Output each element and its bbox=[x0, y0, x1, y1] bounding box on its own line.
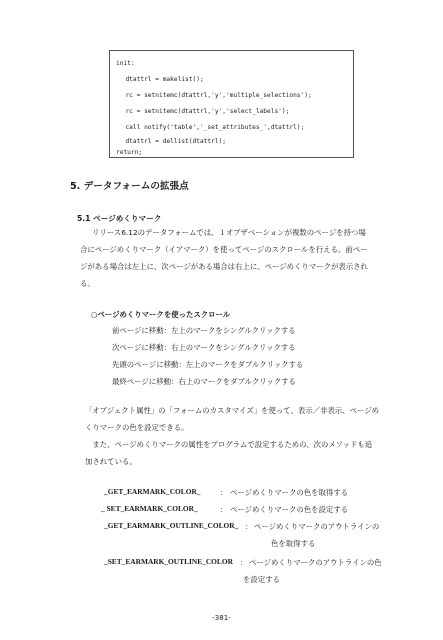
method-desc: ページめくりマークのアウトラインの色 bbox=[249, 558, 382, 567]
code-line: call notify('table','_set_attributes_',dtattrl); bbox=[118, 124, 305, 131]
intro-line: 合にページめくりマーク（イアマーク）を使ってページのスクロールを行える。前ペー bbox=[80, 245, 368, 254]
code-line: init: bbox=[116, 60, 135, 67]
method-desc: ページめくりマークの色を取得する bbox=[230, 488, 349, 497]
intro-line: リリース6.12のデータフォームでは、１オブザベーションが複数のページを持つ場 bbox=[92, 228, 366, 237]
para-line: 加されている。 bbox=[85, 457, 137, 466]
method-sep: ： bbox=[220, 505, 228, 514]
scroll-item: 次ページに移動：右上のマークをシングルクリックする bbox=[112, 343, 296, 352]
scroll-item: 最終ページに移動：右上のマークをダブルクリックする bbox=[112, 377, 296, 386]
page-number: -381- bbox=[212, 614, 231, 622]
scroll-heading: ○ページめくりマークを使ったスクロール bbox=[91, 310, 231, 319]
scroll-item: 先頭のページに移動：左上のマークをダブルクリックする bbox=[112, 360, 304, 369]
method-name: _SET_EARMARK_OUTLINE_COLOR bbox=[104, 557, 233, 566]
scroll-item: 前ページに移動：左上のマークをシングルクリックする bbox=[112, 326, 296, 335]
para-line: 「オブジェクト属性」の「フォームのカスタマイズ」を使って、表示／非表示、ページめ bbox=[85, 406, 380, 415]
code-line: rc = setnitemc(dtattrl,'y','select_labels'); bbox=[118, 108, 290, 115]
method-desc: 色を取得する bbox=[271, 539, 316, 548]
intro-line: ジがある場合は左上に、次ページがある場合は右上に、ページめくりマークが表示され bbox=[80, 262, 368, 271]
subsection-title: 5.1 ページめくりマーク bbox=[77, 214, 162, 223]
method-desc: ページめくりマークの色を設定する bbox=[230, 505, 349, 514]
code-block bbox=[109, 50, 354, 158]
method-sep: ： bbox=[220, 488, 228, 497]
code-line: rc = setnitemc(dtattrl,'y','multiple_selections'); bbox=[118, 92, 312, 99]
method-sep: ： bbox=[240, 558, 248, 567]
method-name: _ SET_EARMARK_COLOR_ bbox=[101, 504, 198, 513]
para-line: くりマークの色を設定できる。 bbox=[85, 423, 189, 432]
method-name: _GET_EARMARK_COLOR_ bbox=[104, 487, 201, 496]
para-line: また、ページめくりマークの属性をプログラムで設定するための、次のメソッドも追 bbox=[85, 440, 373, 449]
method-desc: ページめくりマークのアウトラインの bbox=[254, 522, 380, 531]
code-line: dtattrl = makelist(); bbox=[118, 76, 204, 83]
method-name: _GET_EARMARK_OUTLINE_COLOR_ bbox=[104, 521, 239, 530]
method-desc: を設定する bbox=[243, 575, 280, 584]
intro-line: る。 bbox=[80, 279, 95, 288]
section-title: 5. データフォームの拡張点 bbox=[70, 181, 189, 192]
code-line: return; bbox=[116, 149, 143, 156]
method-sep: ： bbox=[245, 522, 253, 531]
code-line: dtattrl = dellist(dtattrl); bbox=[118, 138, 227, 145]
